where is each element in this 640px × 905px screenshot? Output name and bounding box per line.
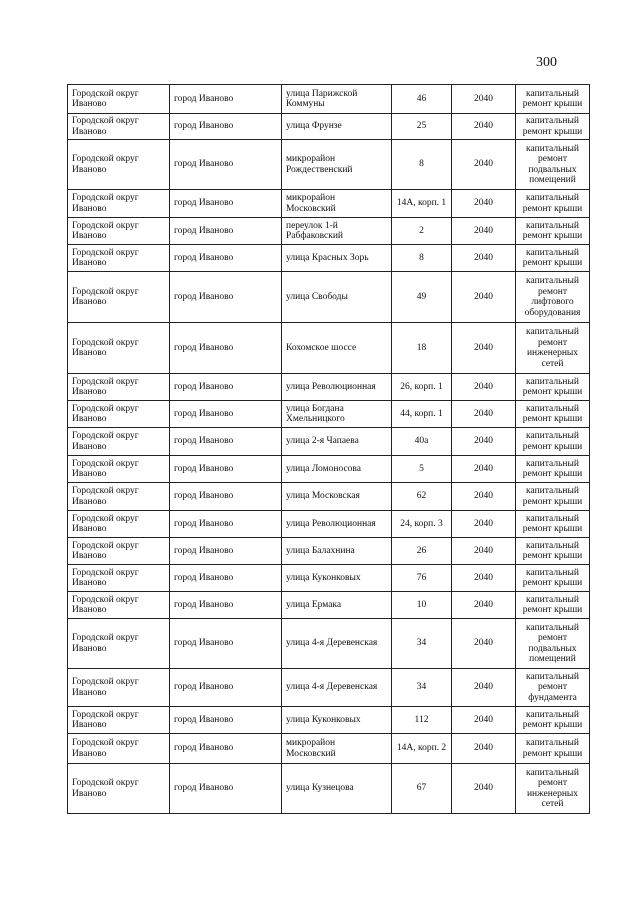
table-row (68, 85, 590, 114)
year-cell: 2040 (452, 456, 516, 483)
street-cell: улица 4-я Деревенская (282, 619, 392, 669)
house-number-cell: 40а (392, 428, 452, 456)
house-number-cell: 8 (392, 245, 452, 272)
city-cell: город Иваново (170, 511, 282, 538)
okrug-cell: Городской округ Иваново (68, 669, 170, 707)
work-type-cell: капитальный ремонт крыши (516, 245, 590, 272)
street-cell: улица Ермака (282, 592, 392, 619)
okrug-cell: Городской округ Иваново (68, 592, 170, 619)
street-cell: улица Революционная (282, 374, 392, 401)
work-type-cell: капитальный ремонт крыши (516, 401, 590, 428)
street-cell: микрорайон Рождественский (282, 140, 392, 190)
city-cell: город Иваново (170, 218, 282, 245)
okrug-cell: Городской округ Иваново (68, 511, 170, 538)
house-number-cell: 26 (392, 538, 452, 565)
city-cell: город Иваново (170, 272, 282, 323)
house-number-cell: 14А, корп. 1 (392, 190, 452, 218)
table-row (68, 483, 590, 511)
year-cell: 2040 (452, 272, 516, 323)
work-type-cell: капитальный ремонт крыши (516, 190, 590, 218)
city-cell: город Иваново (170, 140, 282, 190)
street-cell: переулок 1-й Рабфаковский (282, 218, 392, 245)
house-number-cell: 67 (392, 764, 452, 814)
table-row (68, 245, 590, 272)
okrug-cell: Городской округ Иваново (68, 483, 170, 511)
okrug-cell: Городской округ Иваново (68, 428, 170, 456)
okrug-cell: Городской округ Иваново (68, 734, 170, 764)
street-cell: улица Куконковых (282, 707, 392, 734)
work-type-cell: капитальный ремонт крыши (516, 483, 590, 511)
street-cell: улица Балахнина (282, 538, 392, 565)
table-row (68, 114, 590, 140)
house-number-cell: 5 (392, 456, 452, 483)
house-number-cell: 34 (392, 619, 452, 669)
house-number-cell: 2 (392, 218, 452, 245)
house-number-cell: 49 (392, 272, 452, 323)
street-cell: улица Парижской Коммуны (282, 85, 392, 114)
okrug-cell: Городской округ Иваново (68, 323, 170, 374)
okrug-cell: Городской округ Иваново (68, 401, 170, 428)
street-cell: улица 4-я Деревенская (282, 669, 392, 707)
table-row (68, 565, 590, 592)
city-cell: город Иваново (170, 707, 282, 734)
city-cell: город Иваново (170, 619, 282, 669)
house-number-cell: 46 (392, 85, 452, 114)
city-cell: город Иваново (170, 401, 282, 428)
year-cell: 2040 (452, 190, 516, 218)
work-type-cell: капитальный ремонт крыши (516, 707, 590, 734)
street-cell: улица Кузнецова (282, 764, 392, 814)
table-row (68, 374, 590, 401)
year-cell: 2040 (452, 565, 516, 592)
work-type-cell: капитальный ремонт крыши (516, 592, 590, 619)
year-cell: 2040 (452, 483, 516, 511)
street-cell: улица Богдана Хмельницкого (282, 401, 392, 428)
work-type-cell: капитальный ремонт крыши (516, 85, 590, 114)
house-number-cell: 18 (392, 323, 452, 374)
year-cell: 2040 (452, 218, 516, 245)
year-cell: 2040 (452, 764, 516, 814)
house-number-cell: 10 (392, 592, 452, 619)
city-cell: город Иваново (170, 669, 282, 707)
year-cell: 2040 (452, 619, 516, 669)
table-row (68, 323, 590, 374)
table-row (68, 592, 590, 619)
work-type-cell: капитальный ремонт крыши (516, 218, 590, 245)
work-type-cell: капитальный ремонт крыши (516, 114, 590, 140)
table-row (68, 190, 590, 218)
city-cell: город Иваново (170, 114, 282, 140)
street-cell: улица Московская (282, 483, 392, 511)
street-cell: Кохомское шоссе (282, 323, 392, 374)
city-cell: город Иваново (170, 190, 282, 218)
year-cell: 2040 (452, 428, 516, 456)
year-cell: 2040 (452, 707, 516, 734)
table-row (68, 401, 590, 428)
work-type-cell: капитальный ремонт крыши (516, 538, 590, 565)
city-cell: город Иваново (170, 565, 282, 592)
street-cell: микрорайон Московский (282, 734, 392, 764)
work-type-cell: капитальный ремонт лифтового оборудования (516, 272, 590, 323)
city-cell: город Иваново (170, 374, 282, 401)
year-cell: 2040 (452, 734, 516, 764)
work-type-cell: капитальный ремонт крыши (516, 511, 590, 538)
street-cell: улица 2-я Чапаева (282, 428, 392, 456)
table-row (68, 272, 590, 323)
okrug-cell: Городской округ Иваново (68, 218, 170, 245)
okrug-cell: Городской округ Иваново (68, 140, 170, 190)
city-cell: город Иваново (170, 85, 282, 114)
house-number-cell: 34 (392, 669, 452, 707)
table-row (68, 619, 590, 669)
work-type-cell: капитальный ремонт подвальных помещений (516, 140, 590, 190)
year-cell: 2040 (452, 538, 516, 565)
work-type-cell: капитальный ремонт крыши (516, 456, 590, 483)
okrug-cell: Городской округ Иваново (68, 764, 170, 814)
table-row (68, 428, 590, 456)
table-row (68, 511, 590, 538)
okrug-cell: Городской округ Иваново (68, 565, 170, 592)
city-cell: город Иваново (170, 245, 282, 272)
okrug-cell: Городской округ Иваново (68, 114, 170, 140)
city-cell: город Иваново (170, 538, 282, 565)
house-number-cell: 62 (392, 483, 452, 511)
city-cell: город Иваново (170, 323, 282, 374)
street-cell: улица Свободы (282, 272, 392, 323)
okrug-cell: Городской округ Иваново (68, 272, 170, 323)
table-row (68, 764, 590, 814)
street-cell: улица Красных Зорь (282, 245, 392, 272)
table-row (68, 669, 590, 707)
house-number-cell: 14А, корп. 2 (392, 734, 452, 764)
year-cell: 2040 (452, 85, 516, 114)
house-number-cell: 24, корп. 3 (392, 511, 452, 538)
city-cell: город Иваново (170, 456, 282, 483)
work-type-cell: капитальный ремонт подвальных помещений (516, 619, 590, 669)
year-cell: 2040 (452, 114, 516, 140)
house-number-cell: 112 (392, 707, 452, 734)
year-cell: 2040 (452, 140, 516, 190)
okrug-cell: Городской округ Иваново (68, 619, 170, 669)
work-type-cell: капитальный ремонт инженерных сетей (516, 764, 590, 814)
street-cell: улица Куконковых (282, 565, 392, 592)
table-row (68, 456, 590, 483)
house-number-cell: 76 (392, 565, 452, 592)
okrug-cell: Городской округ Иваново (68, 456, 170, 483)
okrug-cell: Городской округ Иваново (68, 538, 170, 565)
city-cell: город Иваново (170, 592, 282, 619)
house-number-cell: 8 (392, 140, 452, 190)
work-type-cell: капитальный ремонт инженерных сетей (516, 323, 590, 374)
repair-registry-table (67, 84, 590, 814)
work-type-cell: капитальный ремонт крыши (516, 374, 590, 401)
year-cell: 2040 (452, 401, 516, 428)
table-row (68, 707, 590, 734)
table-row (68, 538, 590, 565)
work-type-cell: капитальный ремонт крыши (516, 734, 590, 764)
city-cell: город Иваново (170, 428, 282, 456)
year-cell: 2040 (452, 245, 516, 272)
work-type-cell: капитальный ремонт фундамента (516, 669, 590, 707)
okrug-cell: Городской округ Иваново (68, 707, 170, 734)
page-number: 300 (536, 55, 557, 70)
street-cell: микрорайон Московский (282, 190, 392, 218)
table-row (68, 218, 590, 245)
year-cell: 2040 (452, 323, 516, 374)
okrug-cell: Городской округ Иваново (68, 85, 170, 114)
house-number-cell: 44, корп. 1 (392, 401, 452, 428)
street-cell: улица Фрунзе (282, 114, 392, 140)
year-cell: 2040 (452, 669, 516, 707)
street-cell: улица Революционная (282, 511, 392, 538)
work-type-cell: капитальный ремонт крыши (516, 428, 590, 456)
house-number-cell: 26, корп. 1 (392, 374, 452, 401)
okrug-cell: Городской округ Иваново (68, 190, 170, 218)
table-row (68, 734, 590, 764)
work-type-cell: капитальный ремонт крыши (516, 565, 590, 592)
okrug-cell: Городской округ Иваново (68, 245, 170, 272)
year-cell: 2040 (452, 592, 516, 619)
okrug-cell: Городской округ Иваново (68, 374, 170, 401)
year-cell: 2040 (452, 511, 516, 538)
house-number-cell: 25 (392, 114, 452, 140)
city-cell: город Иваново (170, 734, 282, 764)
city-cell: город Иваново (170, 764, 282, 814)
table-row (68, 140, 590, 190)
year-cell: 2040 (452, 374, 516, 401)
city-cell: город Иваново (170, 483, 282, 511)
street-cell: улица Ломоносова (282, 456, 392, 483)
